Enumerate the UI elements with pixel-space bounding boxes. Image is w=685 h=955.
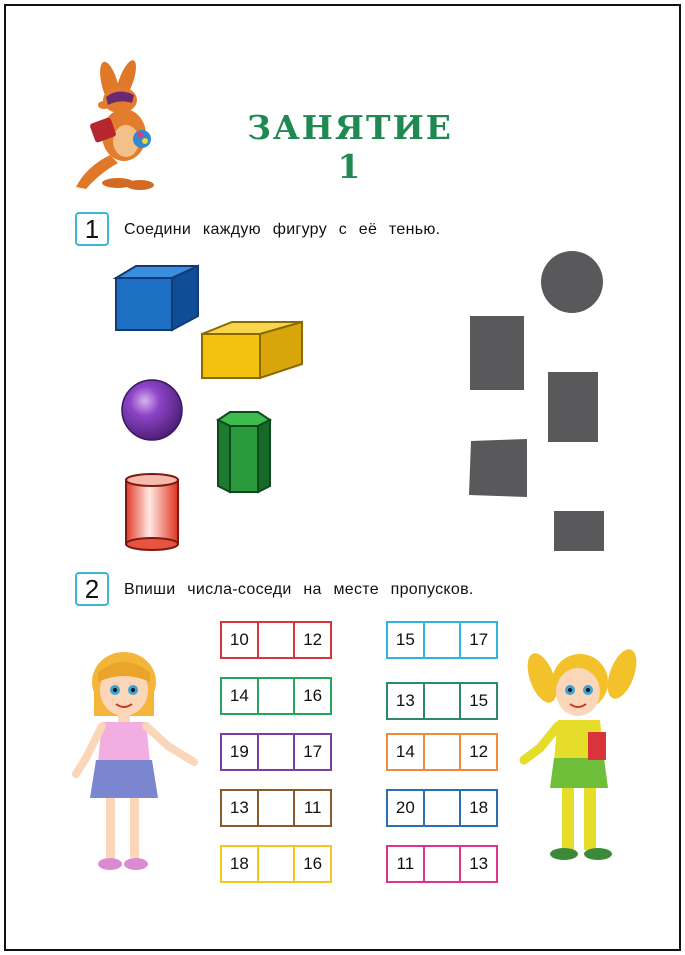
small-rectangle-shadow[interactable] xyxy=(554,511,604,551)
red-cylinder-figure[interactable] xyxy=(124,472,180,552)
green-prism-figure[interactable] xyxy=(216,410,272,494)
answer-blank[interactable] xyxy=(423,735,460,769)
number-cell: 20 xyxy=(395,798,415,817)
number-cell: 12 xyxy=(459,735,496,769)
number-row-right-4 xyxy=(386,789,498,827)
number-cell: 18 xyxy=(229,854,249,873)
answer-blank[interactable] xyxy=(423,623,460,657)
number-cell: 17 xyxy=(293,735,330,769)
square-shadow[interactable] xyxy=(469,439,529,497)
number-row-right-2 xyxy=(386,682,498,720)
answer-blank[interactable] xyxy=(257,623,294,657)
number-row-right-3 xyxy=(386,733,498,771)
number-row-left-3 xyxy=(220,733,332,771)
purple-sphere-figure[interactable] xyxy=(120,378,184,442)
answer-blank[interactable] xyxy=(423,684,460,718)
task-1-instruction: Соедини каждую фигуру с её тенью. xyxy=(124,221,441,238)
answer-blank[interactable] xyxy=(257,847,294,881)
task-2-instruction: Впиши числа-соседи на месте пропусков. xyxy=(124,581,474,598)
narrow-rectangle-shadow[interactable] xyxy=(548,372,598,442)
answer-blank[interactable] xyxy=(423,847,460,881)
answer-blank[interactable] xyxy=(257,735,294,769)
number-cell: 13 xyxy=(229,798,249,817)
number-row-left-1 xyxy=(220,621,332,659)
number-row-left-4 xyxy=(220,789,332,827)
number-cell: 14 xyxy=(395,742,415,761)
number-cell: 11 xyxy=(293,791,330,825)
girl-left-illustration-icon xyxy=(72,650,202,880)
number-cell: 17 xyxy=(459,623,496,657)
task-1-number: 1 xyxy=(75,212,109,246)
number-cell: 19 xyxy=(229,742,249,761)
girl-right-illustration-icon xyxy=(518,648,638,873)
number-cell: 12 xyxy=(293,623,330,657)
number-cell: 15 xyxy=(459,684,496,718)
number-cell: 13 xyxy=(395,691,415,710)
number-row-left-2 xyxy=(220,677,332,715)
blue-cube-figure[interactable] xyxy=(114,264,200,332)
answer-blank[interactable] xyxy=(423,791,460,825)
number-cell: 16 xyxy=(293,679,330,713)
number-cell: 18 xyxy=(459,791,496,825)
number-cell: 10 xyxy=(229,630,249,649)
lesson-title: ЗАНЯТИЕ 1 xyxy=(247,108,453,186)
circle-shadow[interactable] xyxy=(540,250,604,314)
kangaroo-mascot-icon xyxy=(70,55,160,195)
answer-blank[interactable] xyxy=(257,791,294,825)
number-row-left-5 xyxy=(220,845,332,883)
number-cell: 11 xyxy=(396,854,415,873)
number-row-right-1 xyxy=(386,621,498,659)
number-cell: 14 xyxy=(229,686,249,705)
number-cell: 15 xyxy=(395,630,415,649)
answer-blank[interactable] xyxy=(257,679,294,713)
tall-rectangle-shadow[interactable] xyxy=(470,316,524,390)
yellow-box-figure[interactable] xyxy=(200,320,304,380)
number-cell: 16 xyxy=(293,847,330,881)
task-2-number: 2 xyxy=(75,572,109,606)
number-row-right-5 xyxy=(386,845,498,883)
number-cell: 13 xyxy=(459,847,496,881)
